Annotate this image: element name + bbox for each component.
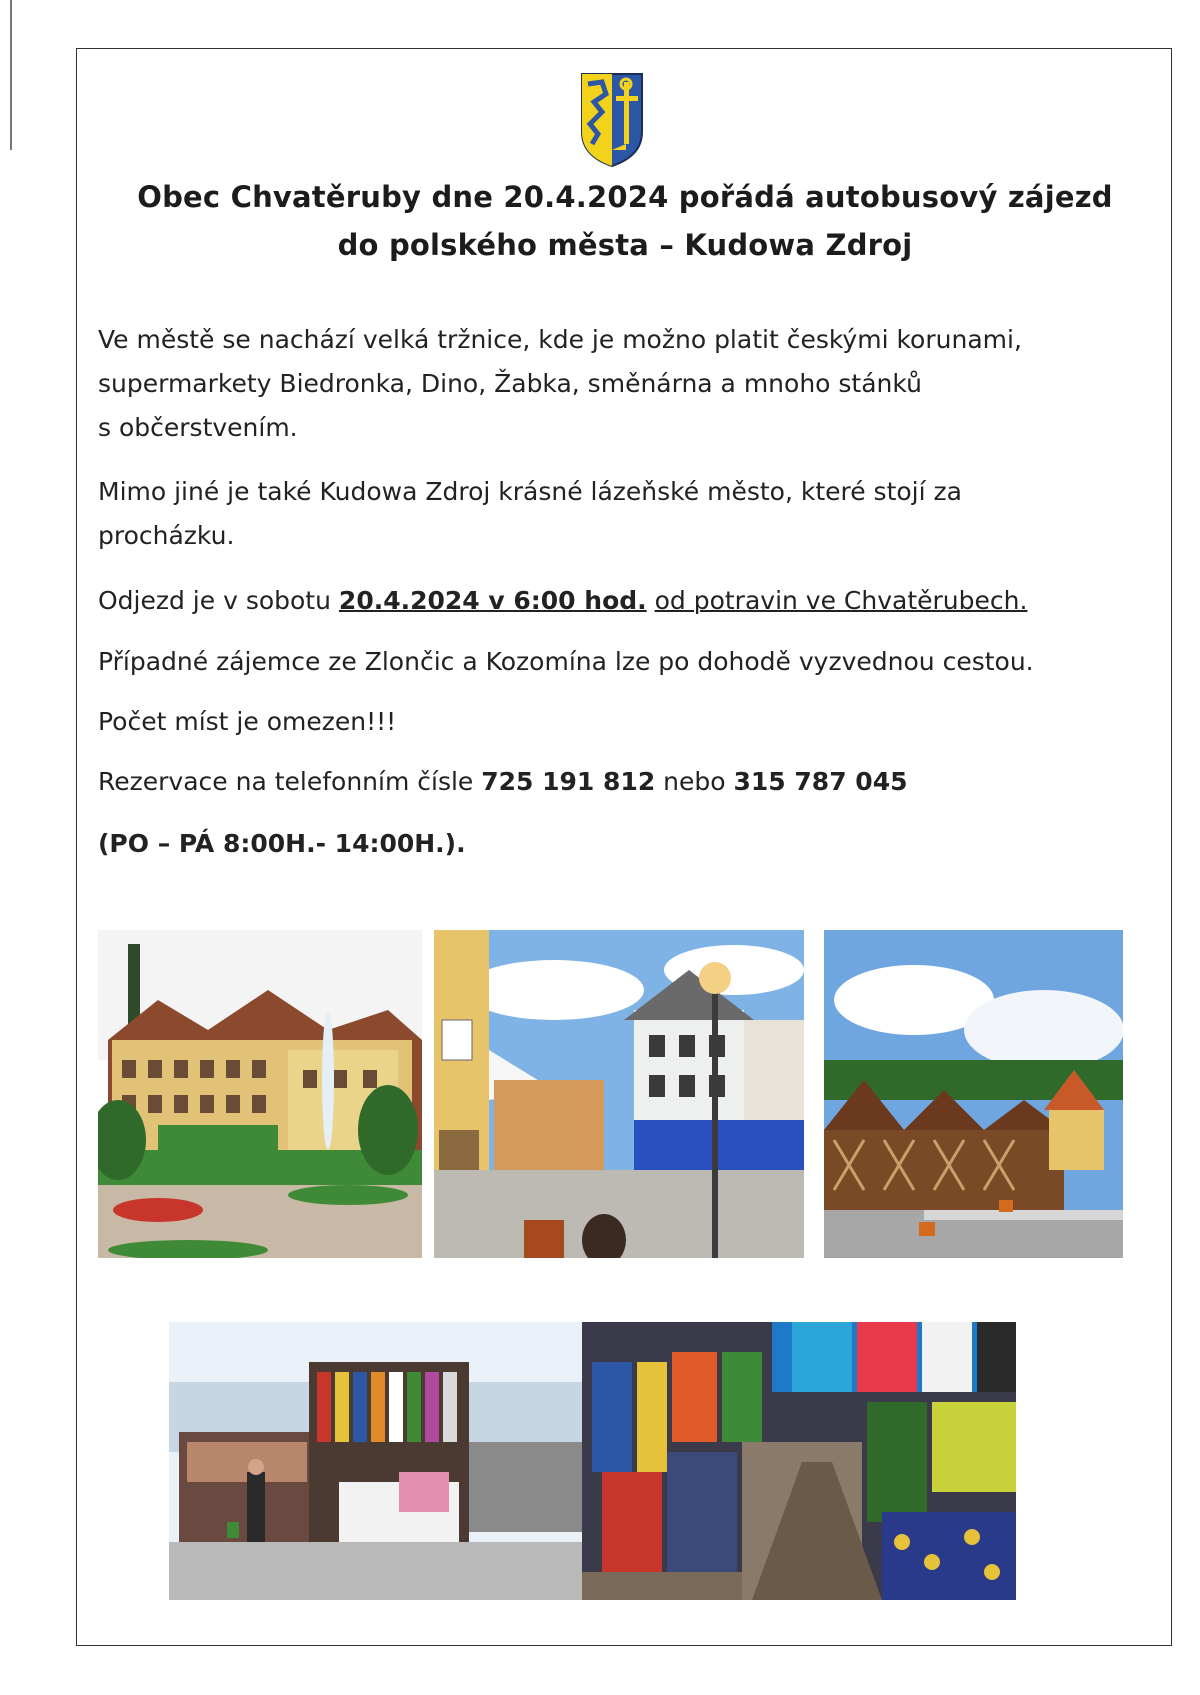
market-line-3: s občerstvením. <box>98 413 298 442</box>
reservation-prefix: Rezervace na telefonním čísle <box>98 767 474 796</box>
limited-seats-line: Počet míst je omezen!!! <box>98 707 397 736</box>
departure-line <box>98 579 1158 623</box>
market-paragraph <box>98 318 1158 450</box>
market-line-2: supermarkety Biedronka, Dino, Žabka, směnárna a mnoho stánků <box>98 369 922 398</box>
phone-number-1: 725 191 812 <box>481 767 656 796</box>
reservation-or: nebo <box>663 767 726 796</box>
market-photo <box>169 1322 582 1600</box>
departure-prefix: Odjezd je v sobotu <box>98 586 331 615</box>
departure-place: od potravin ve Chvatěrubech. <box>654 586 1028 615</box>
scan-edge-line <box>10 0 12 150</box>
departure-datetime: 20.4.2024 v 6:00 hod. <box>338 586 647 615</box>
spa-paragraph <box>98 470 1158 558</box>
market-line-1: Ve městě se nachází velká tržnice, kde je možno platit českými korunami, <box>98 325 1022 354</box>
phone-number-2: 315 787 045 <box>733 767 908 796</box>
spa-house-photo <box>98 930 422 1258</box>
street-photo <box>434 930 804 1258</box>
headline-line-2: do polského města – Kudowa Zdroj <box>337 228 913 262</box>
headline-line-1: Obec Chvatěruby dne 20.4.2024 pořádá autobusový zájezd <box>137 180 1113 214</box>
clothes-photo <box>582 1322 1016 1600</box>
office-hours-line: (PO – PÁ 8:00H.- 14:00H.). <box>98 829 466 858</box>
pickup-line: Případné zájemce ze Zlončic a Kozomína lze po dohodě vyzvednou cestou. <box>98 647 1034 676</box>
pavilion-photo <box>824 930 1123 1258</box>
spa-line-1: Mimo jiné je také Kudowa Zdroj krásné lázeňské město, které stojí za <box>98 477 962 506</box>
coat-of-arms-icon <box>580 72 644 168</box>
reservation-line <box>98 760 1158 804</box>
spa-line-2: procházku. <box>98 521 235 550</box>
